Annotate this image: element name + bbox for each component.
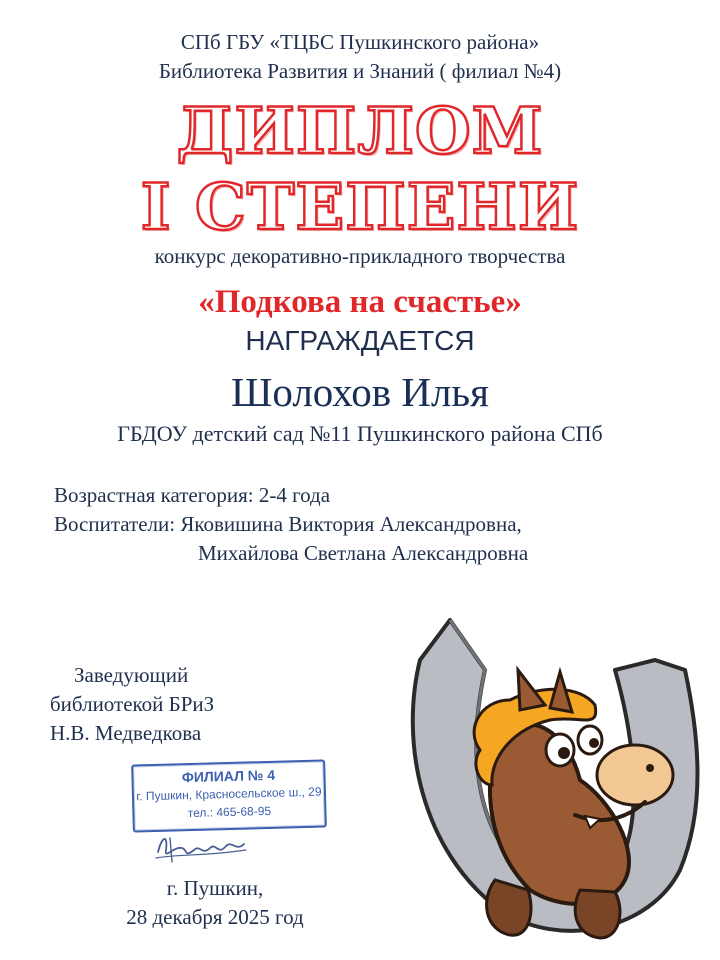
contest-name: «Подкова на счастье» [198,284,522,320]
age-category: Возрастная категория: 2-4 года [54,483,331,507]
signature-icon [148,826,258,870]
issue-date: 28 декабря 2025 год [126,905,304,929]
organization-line-1: СПб ГБУ «ТЦБС Пушкинского района» [180,30,540,54]
teachers-line-1: Воспитатели: Яковишина Виктория Александровна, [54,512,522,536]
awarded-label: НАГРАЖДАЕТСЯ [245,325,475,356]
stamp-phone: тел.: 465-68-95 [187,803,272,821]
library-stamp [131,759,327,832]
organization-line-2: Библиотека Развития и Знаний ( филиал №4) [158,59,562,83]
stamp-address: г. Пушкин, Красносельское ш., 29 [136,784,322,804]
contest-description: конкурс декоративно-прикладного творчества [154,244,566,268]
diploma-title: ДИПЛОМ [176,94,544,169]
teachers-line-2: Михайлова Светлана Александровна [198,541,529,565]
signatory-department: библиотекой БРиЗ [50,692,215,716]
recipient-name: Шолохов Илья [231,369,489,415]
stamp-title: ФИЛИАЛ № 4 [181,766,276,786]
signatory-position: Заведующий [74,663,189,687]
horse-in-horseshoe-icon [410,590,710,950]
issue-city: г. Пушкин, [166,876,264,900]
signatory-name: Н.В. Медведкова [50,721,202,745]
diploma-degree: I СТЕПЕНИ [140,170,580,245]
recipient-institution: ГБДОУ детский сад №11 Пушкинского района СПб [117,421,603,446]
